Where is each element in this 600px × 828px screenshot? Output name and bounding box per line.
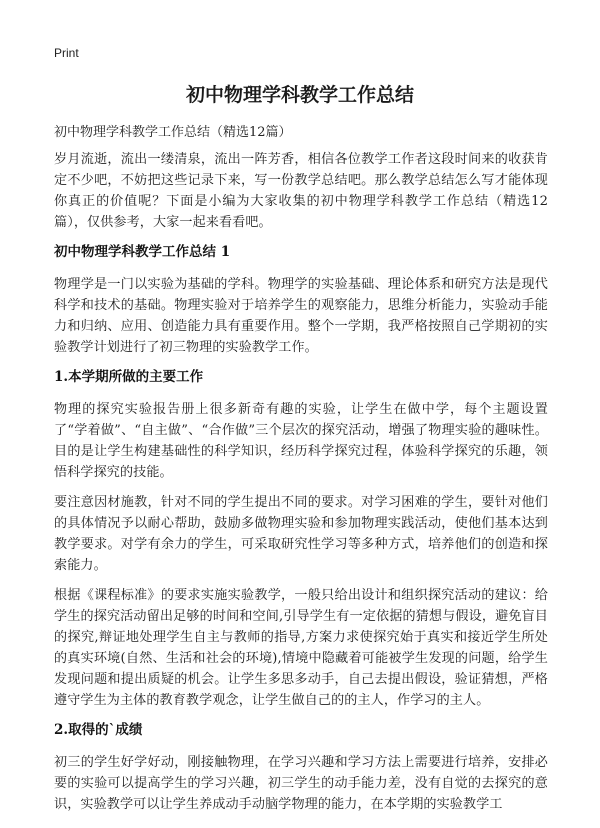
document-body <box>54 149 548 824</box>
document-subtitle: 初中物理学科教学工作总结（精选12篇） <box>54 125 292 140</box>
body-paragraph: 初三的学生好学好动，刚接触物理，在学习兴趣和学习方法上需要进行培养，安排必要的实验可以提高学生的学习兴趣，初三学生的动手能力差，没有自觉的去探究的意识，实验教学可以让学生养成动手动脑学物理的能力，在本学期的实验教学工 <box>54 755 548 812</box>
body-paragraph: 物理学是一门以实验为基础的学科。物理学的实验基础、理论体系和研究方法是现代科学和技术的基础。物理实验对于培养学生的观察能力，思维分析能力，实验动手能力和归纳、应用、创造能力具有重要作用。整个一学期，我严格按照自己学期初的实验教学计划进行了初三物理的实验教学工作。 <box>54 277 548 355</box>
body-paragraph: 要注意因材施教，针对不同的学生提出不同的要求。对学习困难的学生，要针对他们的具体情况予以耐心帮助，鼓励多做物理实验和参加物理实践活动，使他们基本达到教学要求。对学有余力的学生，可采取研究性学习等多种方式，培养他们的创造和探索能力。 <box>54 495 548 573</box>
subsection-heading: 2.取得的`成绩 <box>54 722 143 738</box>
print-label[interactable]: Print <box>54 46 79 60</box>
subsection-heading: 1.本学期所做的主要工作 <box>54 369 204 385</box>
body-paragraph: 根据《课程标准》的要求实施实验教学，一般只给出设计和组织探究活动的建议：给学生的探究活动留出足够的时间和空间,引导学生有一定依据的猜想与假设，避免盲目的探究,辩证地处理学生自主与教师的指导,方案力求使探究始于真实和接近学生所处的真实环境(自然、生活和社会的环境),情境中隐藏着可能被学生发现的问题，给学生发现问题和提出质疑的机会。让学生多思多动手，自己去提出假设，验证猜想，严格遵守学生为主体的教育教学观念，让学生做自己的的主人，作学习的主人。 <box>54 588 548 708</box>
section-heading: 初中物理学科教学工作总结 1 <box>54 244 231 260</box>
intro-paragraph: 岁月流逝，流出一缕清泉，流出一阵芳香，相信各位教学工作者这段时间来的收获肯定不少吧，不妨把这些记录下来，写一份教学总结吧。那么教学总结怎么写才能体现你真正的价值呢？下面是小编为大家收集的初中物理学科教学工作总结（精选12篇），仅供参考，大家一起来看看吧。 <box>54 152 548 230</box>
body-paragraph: 物理的探究实验报告册上很多新奇有趣的实验，让学生在做中学，每个主题设置了“学着做”、“自主做”、“合作做”三个层次的探究活动，增强了物理实验的趣味性。目的是让学生构建基础性的科学知识，经历科学探究过程，体验科学探究的乐趣，领悟科学探究的技能。 <box>54 402 548 480</box>
page-title: 初中物理学科教学工作总结 <box>185 84 414 106</box>
